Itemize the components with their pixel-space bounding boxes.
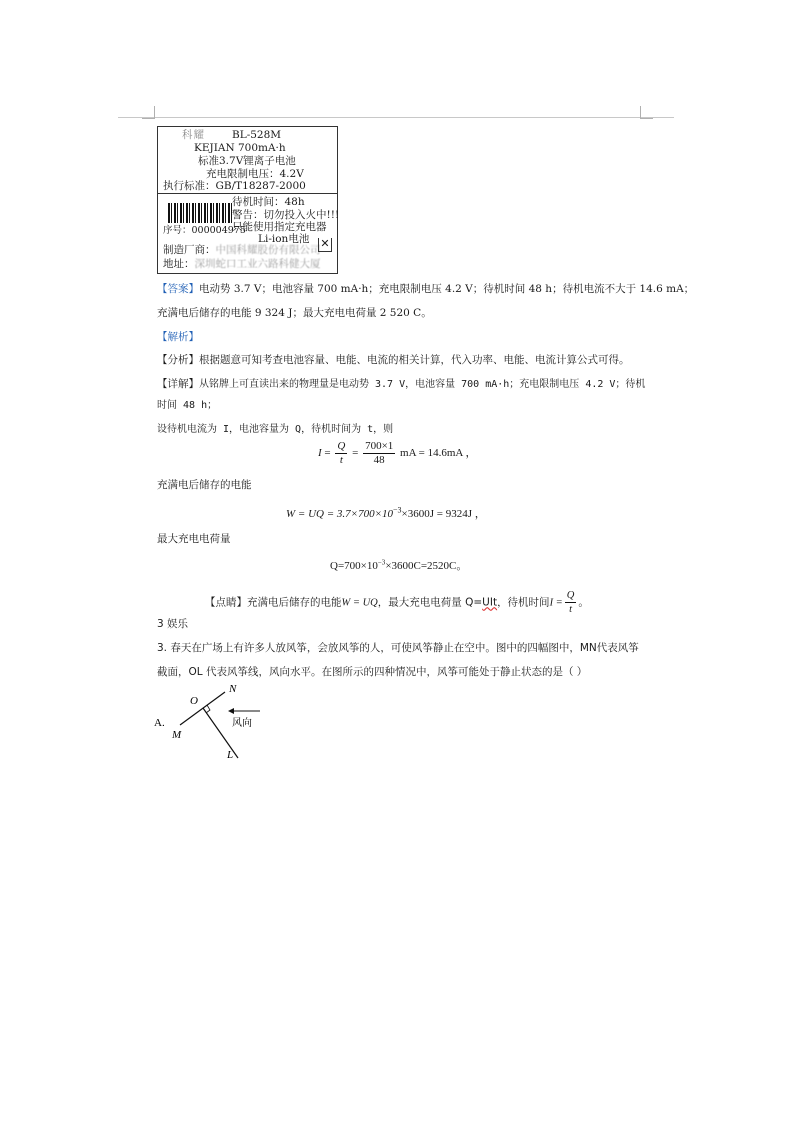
setup-line: 设待机电流为 I，电池容量为 Q，待机时间为 t，则	[157, 424, 394, 435]
question-line-1: 3. 春天在广场上有许多人放风筝，会放风筝的人，可使风筝静止在空中。图中的四幅图中，MN代表风筝	[157, 642, 639, 654]
label-warning: 警告：切勿投入火中!!!	[232, 209, 340, 221]
battery-label-top	[158, 127, 337, 194]
kite-section-mn	[180, 692, 225, 725]
battery-label	[157, 126, 338, 274]
equation-energy: W = UQ = $3.7\times 700\times 10^{-3}\times 3600J = 9324J$ ，	[286, 505, 486, 520]
label-exec-standard: 执行标准：GB/T18287-2000	[163, 180, 306, 192]
answer-line-1	[157, 282, 694, 296]
label-serial: 序号：000004975	[163, 225, 246, 236]
answer-line-2: 充满电后储存的电能 9 324 J；最大充电电荷量 2 520 C。	[157, 307, 432, 319]
point-o: O	[190, 695, 198, 707]
charge-label: 最大充电电荷量	[157, 533, 231, 545]
analysis-tag: 【解析】	[157, 331, 199, 343]
kite-figure-a	[150, 680, 300, 765]
barcode	[168, 203, 232, 223]
wind-arrow-head	[228, 708, 234, 714]
option-a-label: A.	[154, 717, 165, 729]
dianjing-line: 【点睛】充满电后储存的电能W = UQ，最大充电电荷量 Q=UIt，待机时间I = $\frac{Q}{t}$ 。	[205, 590, 589, 615]
section-heading: 3 娱乐	[157, 618, 189, 630]
label-brand: 科耀	[182, 129, 205, 141]
xiangjie-line-2: 时间 48 h；	[157, 400, 218, 411]
label-maker: 制造厂商：中国科耀股份有限公司	[163, 244, 321, 256]
label-liion: Li-ion电池	[258, 233, 310, 245]
label-standby: 待机时间：48h	[232, 196, 305, 208]
point-m: M	[172, 729, 182, 741]
fenxi-line: 【分析】根据题意可知考查电池容量、电能、电流的相关计算，代入功率、电能、电流计算公式可得。	[157, 354, 630, 366]
answer-text-1: 电动势 3.7 V；电池容量 700 mA·h；充电限制电压 4.2 V；待机时间 48 h；待机电流不大于 14.6 mA；	[199, 283, 695, 295]
disposal-icon: ✕	[318, 238, 332, 252]
label-address: 地址：深圳蛇口工业六路科健大厦	[163, 258, 321, 270]
crop-mark-right	[640, 106, 653, 119]
answer-tag: 【答案】	[157, 283, 199, 295]
label-charger: 只能使用指定充电器	[232, 221, 327, 233]
label-model: BL-528M	[232, 129, 282, 141]
label-capacity: KEJIAN 700mA·h	[194, 142, 286, 154]
label-standard-voltage: 标准3.7V锂离子电池	[198, 155, 296, 167]
question-line-2: 截面，OL 代表风筝线，风向水平。在图所示的四种情况中，风筝可能处于静止状态的是（ ）	[157, 666, 588, 678]
label-charge-limit: 充电限制电压：4.2V	[206, 168, 304, 180]
crop-mark-left	[142, 106, 155, 119]
point-n: N	[229, 683, 237, 695]
equation-current: I = $\frac{Q}{t}$ = $\frac{700\times 1}{48}$ mA = 14.6mA ，	[318, 440, 477, 466]
energy-label: 充满电后储存的电能	[157, 479, 252, 491]
equation-charge: $Q=700\times 10^{-3}\times 3600C=2520C$。	[330, 558, 468, 572]
header-line	[118, 117, 674, 118]
wind-label: 风向	[232, 718, 252, 729]
xiangjie-line-1: 【详解】从铭牌上可直读出来的物理量是电动势 3.7 V，电池容量 700 mA·h；充电限制电压 4.2 V；待机	[157, 378, 646, 390]
point-l: L	[227, 749, 234, 761]
